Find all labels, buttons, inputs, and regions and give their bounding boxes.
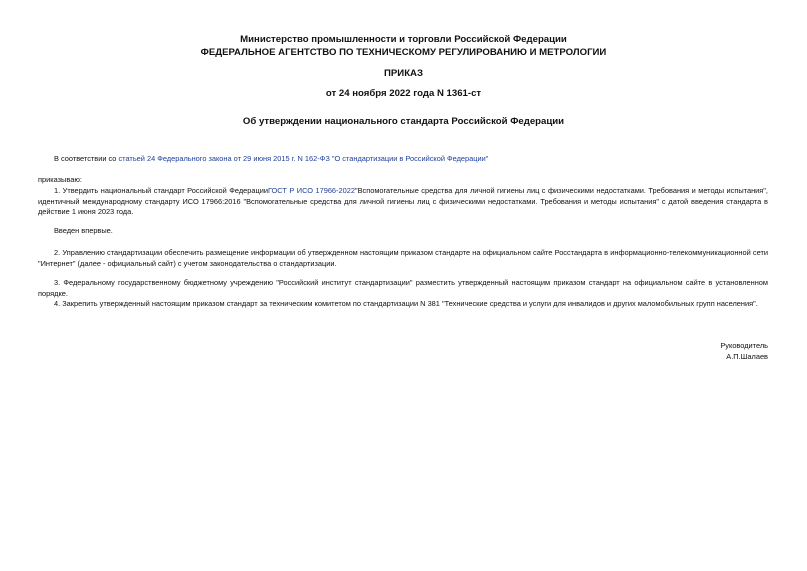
item-1-suffix: "Вспомогательные средства для личной гигиены лиц с физическими недостатками. Требования и методы испытания", идентичный международному стандарту ИСО 17966:2016 "Вспомогательные средства для личной гигиены лиц с физическими недостатками. Требования и методы испытания" с датой введения стандарта в действие 1 июня 2023 года. — [38, 186, 768, 217]
order-heading: ПРИКАЗ — [384, 68, 423, 79]
item-3-paragraph: 3. Федеральному государственному бюджетному учреждению "Российский институт стандартизации" разместить утвержденный настоящим приказом стандарт на официальном сайте в установленном порядке. — [38, 278, 768, 298]
preamble-text: В соответствии со — [54, 154, 119, 163]
signature-name: А.П.Шалаев — [726, 352, 768, 361]
order-title: Об утверждении национального стандарта Российской Федерации — [242, 116, 565, 127]
ministry-title: Министерство промышленности и торговли Российской Федерации — [240, 34, 567, 45]
federal-law-link[interactable]: статьей 24 Федерального закона от 29 июня 2015 г. N 162-ФЗ "О стандартизации в Российской Федерации" — [118, 154, 489, 163]
item-2-paragraph: 2. Управлению стандартизации обеспечить размещение информации об утвержденном настоящим приказом стандарте на официальном сайте Росстандарта в информационно-телекоммуникационной сети "Интернет" (далее - официальный сайт) с учетом законодательства о стандартизации. — [38, 248, 768, 268]
standard-link[interactable]: ГОСТ Р ИСО 17966-2022 — [267, 186, 355, 195]
introduced-note: Введен впервые. — [54, 226, 113, 235]
order-date-number: от 24 ноября 2022 года N 1361-ст — [325, 88, 482, 99]
preamble-paragraph — [38, 154, 768, 165]
item-1-text: 1. Утвердить национальный стандарт Российской Федерации — [54, 186, 268, 195]
order-word: приказываю: — [38, 175, 82, 184]
item-4-paragraph: 4. Закрепить утвержденный настоящим приказом стандарт за техническим комитетом по стандартизации N 381 "Технические средства и услуги для инвалидов и других маломобильных групп населения". — [54, 299, 758, 308]
signature-role: Руководитель — [720, 341, 768, 350]
agency-title: ФЕДЕРАЛЬНОЕ АГЕНТСТВО ПО ТЕХНИЧЕСКОМУ РЕГУЛИРОВАНИЮ И МЕТРОЛОГИИ — [200, 47, 607, 58]
item-1-paragraph — [38, 186, 768, 218]
